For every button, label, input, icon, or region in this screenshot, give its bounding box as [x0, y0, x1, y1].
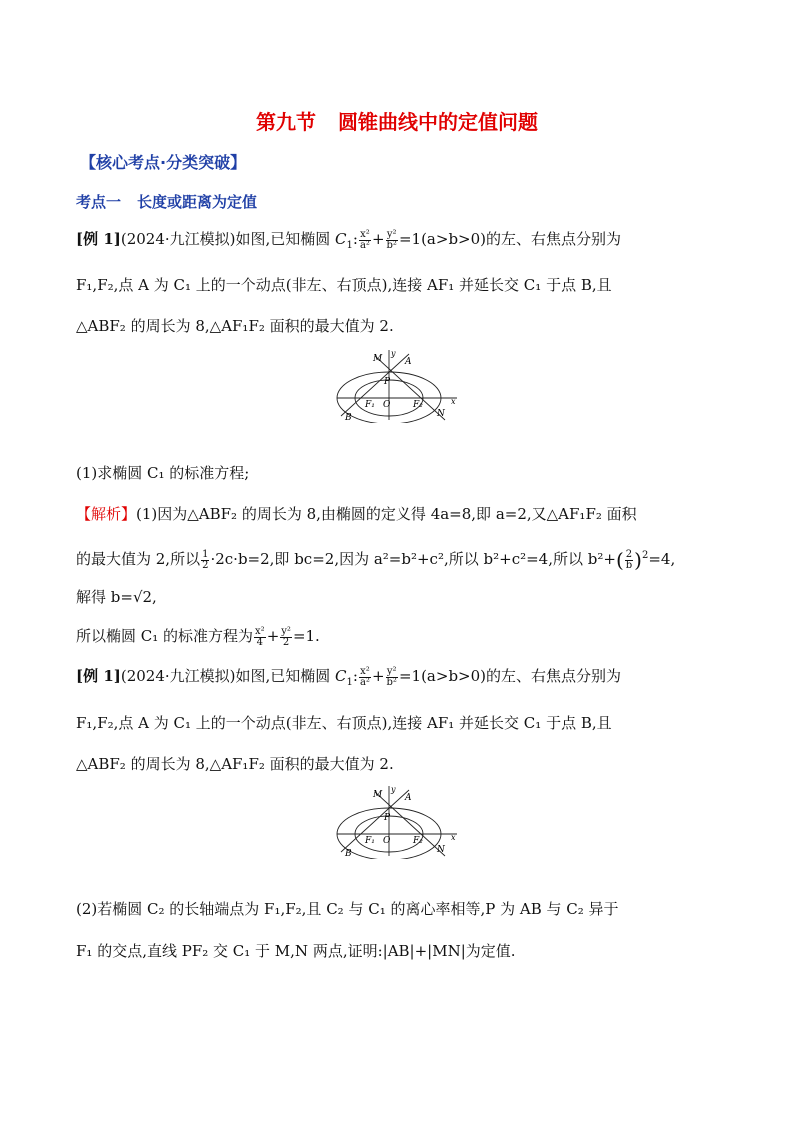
svg-text:M: M — [373, 790, 383, 800]
svg-text:F₂: F₂ — [413, 836, 423, 846]
svg-text:x: x — [451, 397, 456, 406]
solution-line4: 所以椭圆 C₁ 的标准方程为 $\frac{\text{x²}}{4}$ + $\frac{\text{y²}}{2}$ =1. — [76, 625, 320, 648]
solution-line3: 解得 b=√2, — [76, 588, 157, 606]
svg-text:y: y — [391, 785, 396, 794]
svg-text:B: B — [345, 849, 352, 859]
label-N: N — [437, 409, 445, 419]
svg-text:N: N — [437, 845, 445, 855]
example1-line1: [例 1](2024·九江模拟)如图,已知椭圆 $C_1$: $\frac{\text{x²}}{\text{a²}}$ + $\frac{\text{y²}}{\text{b²}}$ =1(a>b>0)的左、右焦点分别为 — [76, 228, 622, 251]
label-M: M — [373, 354, 383, 364]
example1-line2: F₁,F₂,点 A 为 C₁ 上的一个动点(非左、右顶点),连接 AF₁ 并延长交 C₁ 于点 B,且 — [76, 276, 612, 294]
label-O: O — [383, 400, 391, 410]
example1-repeat-line2: F₁,F₂,点 A 为 C₁ 上的一个动点(非左、右顶点),连接 AF₁ 并延长交 C₁ 于点 B,且 — [76, 714, 612, 732]
svg-text:P: P — [384, 813, 391, 823]
svg-text:O: O — [383, 836, 391, 846]
ellipse-figure — [333, 348, 463, 423]
ellipse-figure-repeat — [333, 784, 463, 859]
label-B: B — [345, 413, 352, 423]
section-heading: 【核心考点·分类突破】 — [80, 153, 247, 172]
question1: (1)求椭圆 C₁ 的标准方程; — [76, 464, 250, 482]
example1-line3: △ABF₂ 的周长为 8,△AF₁F₂ 面积的最大值为 2. — [76, 317, 394, 335]
solution-line1: 【解析】(1)因为△ABF₂ 的周长为 8,由椭圆的定义得 4a=8,即 a=2,又△AF₁F₂ 面积 — [76, 505, 637, 523]
label-A: A — [405, 357, 412, 367]
question2-line2: F₁ 的交点,直线 PF₂ 交 C₁ 于 M,N 两点,证明:|AB|+|MN|为定值. — [76, 942, 516, 960]
svg-text:x: x — [451, 833, 456, 842]
solution-line2: 的最大值为 2,所以 $\frac{1}{2}$ ·2c·b=2,即 bc=2,因为 a²=b²+c²,所以 b²+c²=4,所以 b²+( $\frac{2}{b}$ )$^2$=4, — [76, 548, 676, 572]
label-F2: F₂ — [413, 400, 423, 410]
svg-text:F₁: F₁ — [365, 836, 375, 846]
page-title: 第九节 圆锥曲线中的定值问题 — [256, 110, 538, 134]
label-F1: F₁ — [365, 400, 375, 410]
question2-line1: (2)若椭圆 C₂ 的长轴端点为 F₁,F₂,且 C₂ 与 C₁ 的离心率相等,P 为 AB 与 C₂ 异于 — [76, 900, 619, 918]
example1-repeat-line1: [例 1](2024·九江模拟)如图,已知椭圆 $C_1$: $\frac{\text{x²}}{\text{a²}}$ + $\frac{\text{y²}}{\text{b²}}$ =1(a>b>0)的左、右焦点分别为 — [76, 665, 622, 688]
example1-repeat-line3: △ABF₂ 的周长为 8,△AF₁F₂ 面积的最大值为 2. — [76, 755, 394, 773]
svg-text:y: y — [391, 349, 396, 358]
subsection-heading: 考点一 长度或距离为定值 — [76, 193, 258, 211]
svg-text:A: A — [405, 793, 412, 803]
label-P: P — [384, 377, 391, 387]
